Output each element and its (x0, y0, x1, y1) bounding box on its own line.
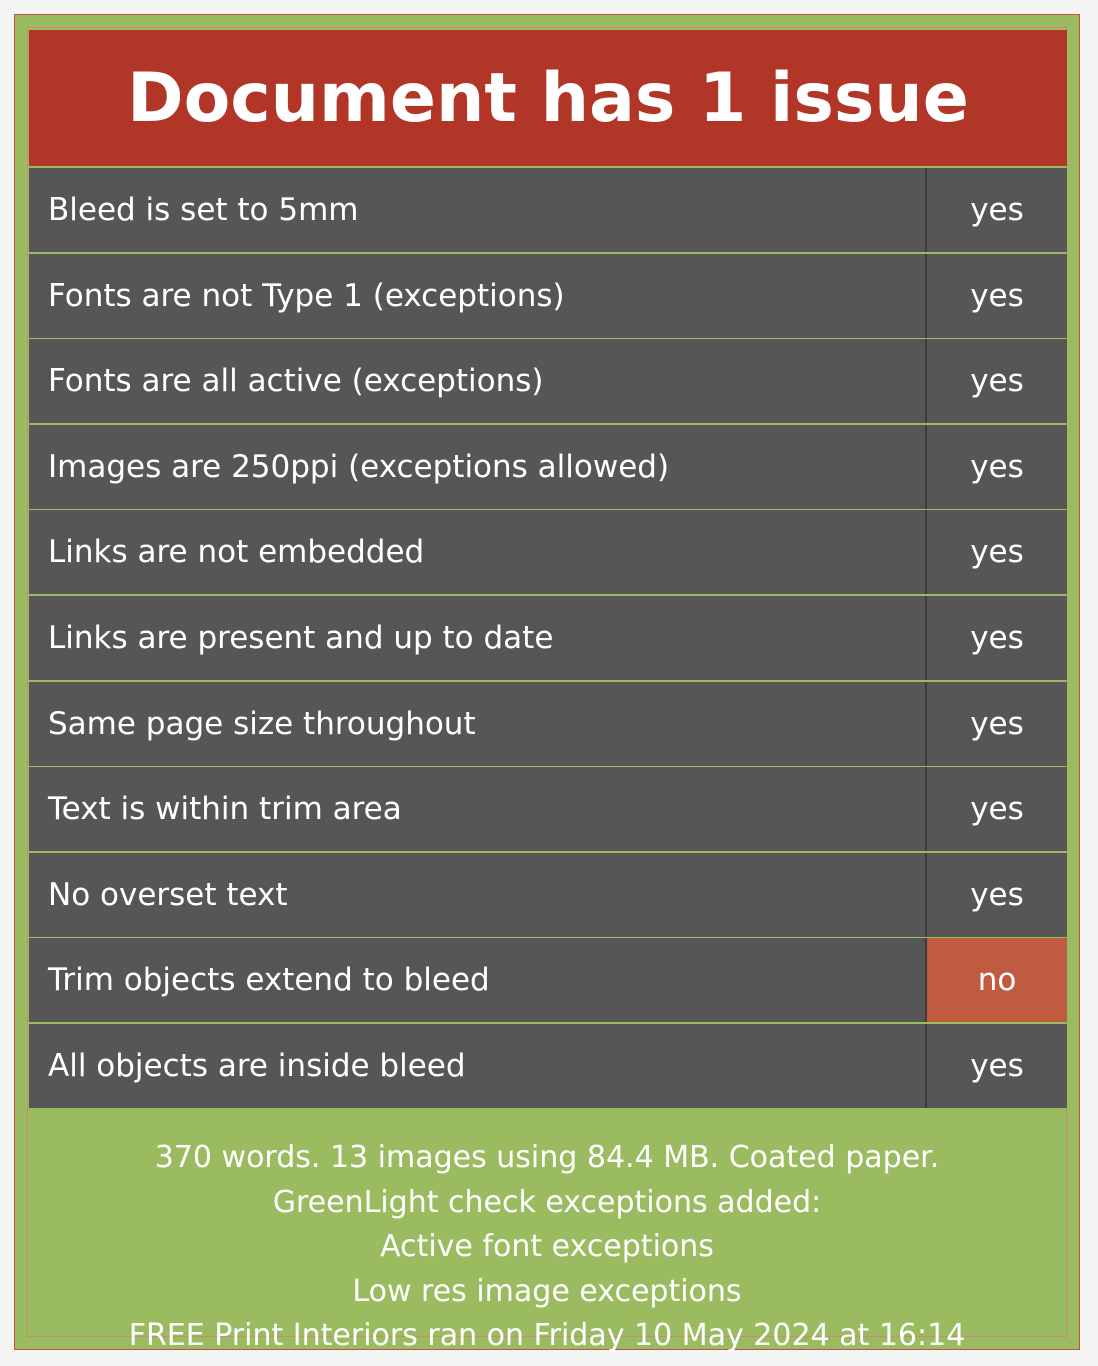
exception-item: Low res image exceptions (352, 1273, 742, 1309)
check-row (29, 1024, 1067, 1108)
check-row (29, 254, 1067, 338)
check-result: yes (970, 1047, 1024, 1084)
check-row (29, 510, 1067, 594)
check-result-failed: no (927, 938, 1067, 1022)
report-inner-frame (27, 27, 1067, 1353)
check-label: Images are 250ppi (exceptions allowed) (29, 425, 927, 509)
check-result: yes (970, 277, 1024, 314)
report-summary (28, 1136, 1066, 1359)
check-row (29, 596, 1067, 680)
check-label: All objects are inside bleed (29, 1024, 927, 1108)
check-row (29, 682, 1067, 766)
check-label: Links are present and up to date (29, 596, 927, 680)
check-row-failed (29, 938, 1067, 1022)
check-label: Trim objects extend to bleed (29, 938, 927, 1022)
report-panel (14, 14, 1080, 1353)
check-result: yes (970, 876, 1024, 913)
checks-table (29, 168, 1067, 1110)
check-result: yes (970, 192, 1024, 228)
check-row (29, 767, 1067, 851)
summary-stats: 370 words. 13 images using 84.4 MB. Coated paper. (154, 1140, 940, 1175)
check-result: yes (970, 791, 1024, 828)
check-result: yes (970, 363, 1024, 400)
check-row (29, 168, 1067, 252)
check-result: yes (970, 619, 1024, 656)
check-row (29, 425, 1067, 509)
check-row (29, 339, 1067, 423)
check-label: Fonts are all active (exceptions) (29, 339, 927, 423)
run-timestamp: FREE Print Interiors ran on Friday 10 May 2024 at 16:14 (128, 1318, 966, 1353)
check-row (29, 853, 1067, 937)
report-header (29, 30, 1067, 166)
check-label: Links are not embedded (29, 510, 927, 594)
check-result: yes (970, 534, 1024, 571)
report-title: Document has 1 issue (127, 58, 969, 138)
check-label: Same page size throughout (29, 682, 927, 766)
check-label: Fonts are not Type 1 (exceptions) (29, 254, 927, 338)
check-label: Bleed is set to 5mm (29, 168, 927, 252)
check-label: No overset text (29, 853, 927, 937)
exceptions-heading: GreenLight check exceptions added: (272, 1184, 822, 1220)
check-label: Text is within trim area (29, 767, 927, 851)
check-result: yes (970, 448, 1024, 485)
check-result: yes (970, 705, 1024, 742)
exception-item: Active font exceptions (380, 1229, 714, 1264)
